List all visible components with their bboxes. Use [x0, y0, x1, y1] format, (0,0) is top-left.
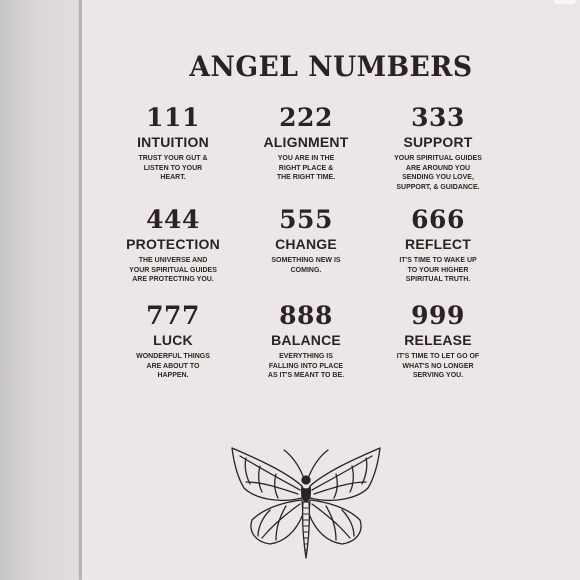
meaning: CHANGE [275, 236, 337, 252]
number: 666 [411, 205, 465, 234]
number: 111 [146, 103, 200, 132]
description: YOU ARE IN THE RIGHT PLACE & THE RIGHT TIME. [276, 155, 336, 181]
angel-number-111 [103, 104, 243, 183]
meaning: PROTECTION [126, 236, 220, 252]
meaning: INTUITION [137, 134, 209, 150]
butterfly-icon [226, 442, 386, 564]
meaning: BALANCE [271, 332, 341, 348]
number: 555 [279, 205, 333, 234]
meaning: RELEASE [404, 332, 472, 348]
number: 333 [411, 103, 465, 132]
number: 777 [146, 301, 200, 330]
description: IT'S TIME TO LET GO OF WHAT'S NO LONGER SERVING YOU. [396, 353, 480, 379]
angel-number-333 [368, 104, 508, 192]
number: 888 [279, 301, 333, 330]
number: 999 [411, 301, 465, 330]
angel-number-444 [103, 206, 243, 285]
corner-mark [554, 0, 576, 4]
description: WONDERFUL THINGS ARE ABOUT TO HAPPEN. [136, 353, 210, 379]
meaning: ALIGNMENT [263, 134, 349, 150]
meaning: SUPPORT [403, 134, 473, 150]
angel-number-999 [368, 302, 508, 381]
description: EVERYTHING IS FALLING INTO PLACE AS IT'S MEANT TO BE. [267, 353, 345, 379]
angel-number-777 [103, 302, 243, 381]
angel-number-888 [236, 302, 376, 381]
meaning: LUCK [153, 332, 193, 348]
angel-number-666 [368, 206, 508, 285]
number: 222 [279, 103, 333, 132]
description: SOMETHING NEW IS COMING. [271, 257, 341, 274]
description: TRUST YOUR GUT & LISTEN TO YOUR HEART. [138, 155, 208, 181]
number: 444 [146, 205, 200, 234]
angel-number-222 [236, 104, 376, 183]
description: YOUR SPIRITUAL GUIDES ARE AROUND YOU SENDING YOU LOVE, SUPPORT, & GUIDANCE. [394, 155, 482, 191]
poster-title: ANGEL NUMBERS [189, 50, 473, 83]
description: THE UNIVERSE AND YOUR SPIRITUAL GUIDES ARE PROTECTING YOU. [129, 257, 217, 283]
angel-number-555 [236, 206, 376, 275]
meaning: REFLECT [405, 236, 471, 252]
description: IT'S TIME TO WAKE UP TO YOUR HIGHER SPIRITUAL TRUTH. [399, 257, 477, 283]
